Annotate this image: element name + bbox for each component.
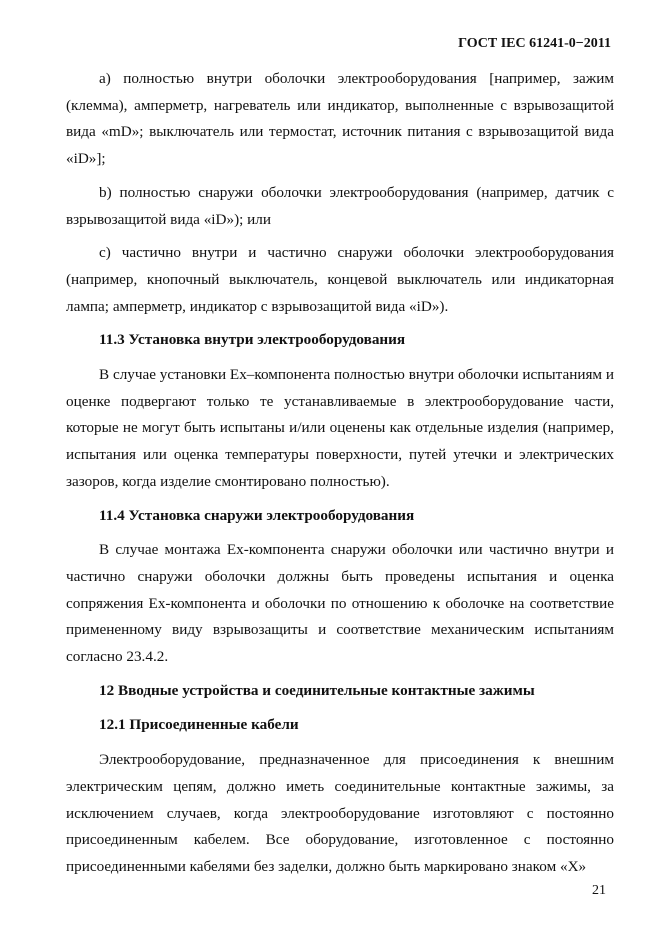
list-item-c: с) частично внутри и частично снаружи оболочки электрооборудования (например, кнопочный выключатель, концевой выключатель или индикаторная лампа; амперметр, индикатор с взрывозащитой вида «iD»).	[66, 244, 614, 315]
section-heading-11-4: 11.4 Установка снаружи электрооборудования	[99, 506, 415, 524]
document-body	[66, 66, 614, 888]
section-12-1-paragraph: Электрооборудование, предназначенное для присоединения к внешним электрическим цепям, должно иметь соединительные контактные зажимы, за исключением случаев, когда электрооборудование изготовляют с постоянно присоединенным кабелем. Все оборудование, изготовленное с постоянно присоединенными кабелями без заделки, должно быть маркировано знаком «X»	[66, 751, 614, 875]
section-heading-11-3: 11.3 Установка внутри электрооборудования	[99, 331, 406, 349]
section-11-3-paragraph: В случае установки Ex–компонента полностью внутри оболочки испытаниям и оценке подвергают только те устанавливаемые в электрооборудование части, которые не могут быть испытаны и/или оценены как отдельные изделия (например, испытания или оценка температуры поверхности, путей утечки и электрических зазоров, когда изделие смонтировано полностью).	[66, 366, 614, 490]
document-header: ГОСТ IEC 61241-0−2011	[458, 36, 611, 51]
section-11-4-paragraph: В случае монтажа Ex-компонента снаружи оболочки или частично внутри и частично снаружи оболочки должны быть проведены испытания и оценка сопряжения Ex-компонента и оболочки по отношению к оболочке на соответствие примененному виду взрывозащиты и соответствие механическим испытаниям согласно 23.4.2.	[66, 541, 614, 666]
section-heading-12: 12 Вводные устройства и соединительные контактные зажимы	[99, 681, 535, 699]
section-heading-12-1: 12.1 Присоединенные кабели	[99, 716, 299, 734]
list-item-b: b) полностью снаружи оболочки электрооборудования (например, датчик с взрывозащитой вида «iD»); или	[66, 183, 614, 228]
page-number: 21	[592, 883, 606, 898]
list-item-a: а) полностью внутри оболочки электрооборудования [например, зажим (клемма), амперметр, нагреватель или индикатор, выполненные с взрывозащитой вида «mD»; выключатель или термостат, источник питания с взрывозащитой вида «iD»];	[66, 70, 614, 168]
